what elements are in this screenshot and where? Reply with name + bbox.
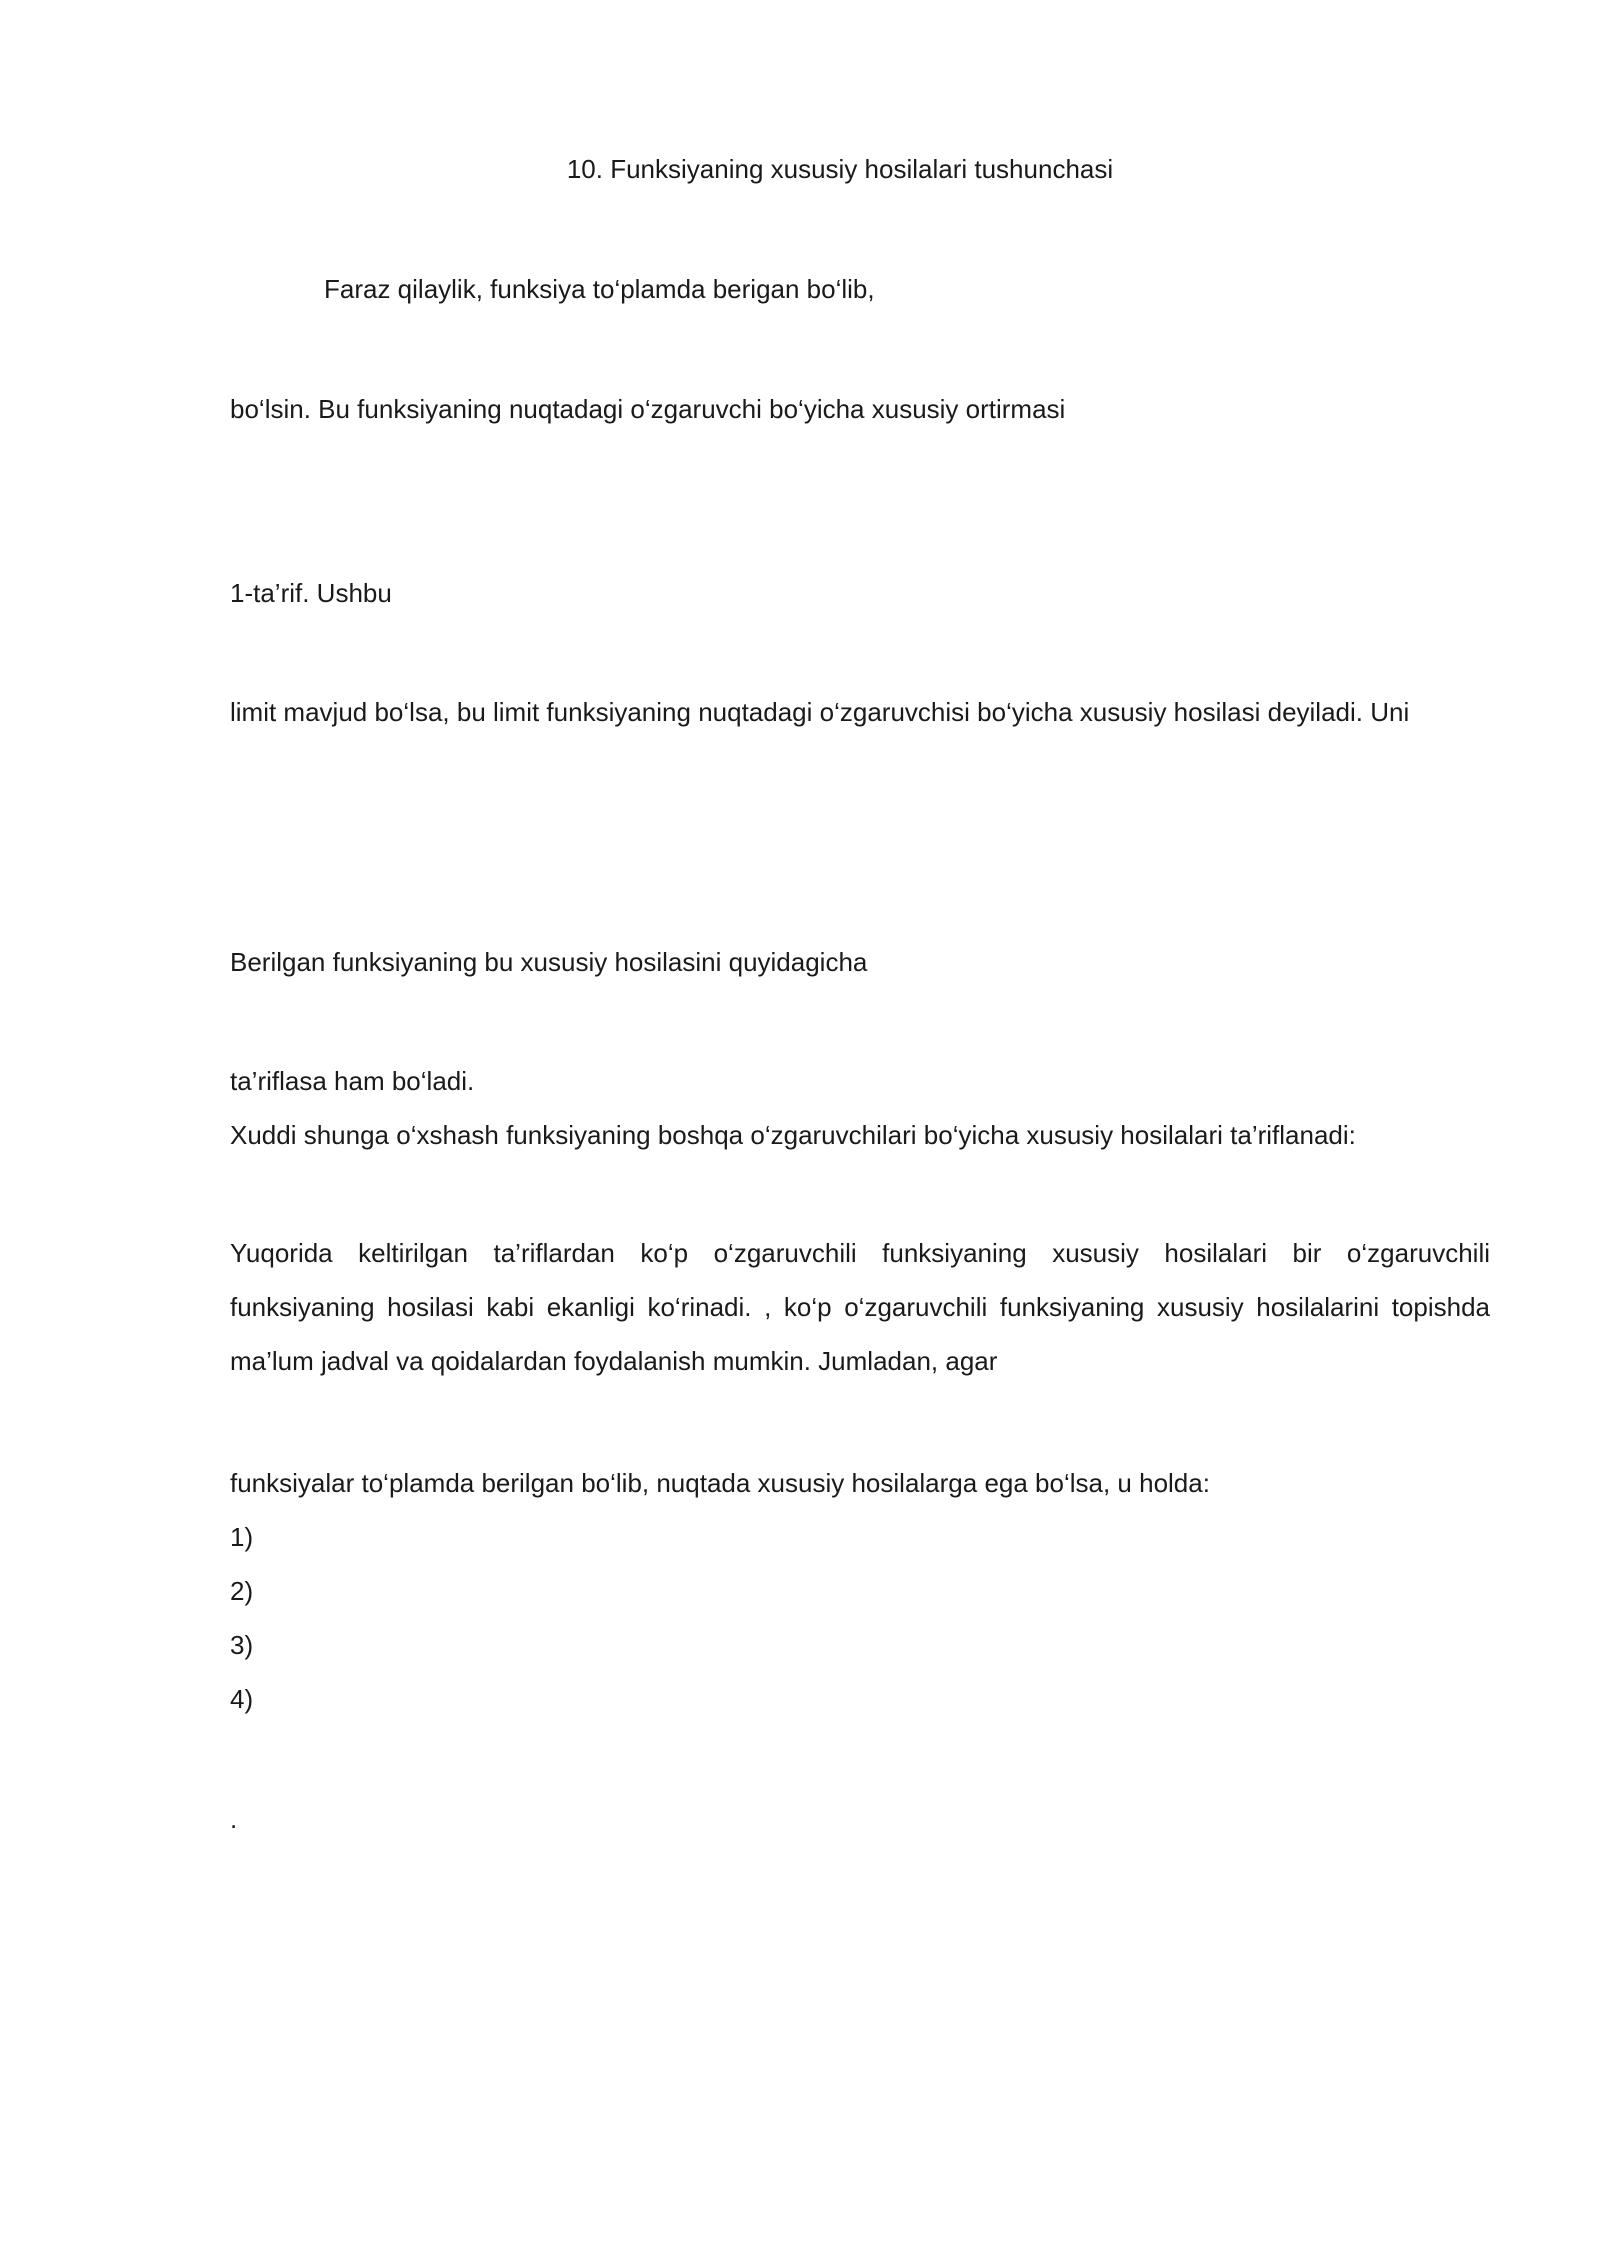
paragraph-limit-definition: limit mavjud bo‘lsa, bu limit funksiyaning nuqtadagi o‘zgaruvchisi bo‘yicha xususiy hosilasi deyiladi. Uni xyxy=(230,697,1410,727)
conclusion-line-1: Yuqorida keltirilgan ta’riflardan ko‘p o‘zgaruvchili funksiyaning xususiy hosilalari bir o‘zgaruvchili xyxy=(230,1238,1490,1268)
list-item-4: 4) xyxy=(230,1684,254,1714)
paragraph-other-variables: Xuddi shunga o‘xshash funksiyaning boshqa o‘zgaruvchilari bo‘yicha xususiy hosilalari ta’riflanadi: xyxy=(230,1120,1356,1150)
list-item-1: 1) xyxy=(230,1522,254,1552)
paragraph-functions-given: funksiyalar to‘plamda berilgan bo‘lib, nuqtada xususiy hosilalarga ega bo‘lsa, u holda: xyxy=(230,1468,1210,1498)
paragraph-intro: Faraz qilaylik, funksiya to‘plamda berigan bo‘lib, xyxy=(324,274,875,304)
paragraph-alternative-definition: Berilgan funksiyaning bu xususiy hosilasini quyidagicha xyxy=(230,947,868,977)
list-item-2: 2) xyxy=(230,1576,254,1606)
conclusion-line-2: funksiyaning hosilasi kabi ekanligi ko‘rinadi. , ko‘p o‘zgaruvchili funksiyaning xususiy hosilalarini topishda xyxy=(230,1292,1490,1322)
paragraph-partial-increment: bo‘lsin. Bu funksiyaning nuqtadagi o‘zgaruvchi bo‘yicha xususiy ortirmasi xyxy=(230,394,1066,424)
final-period: . xyxy=(230,1804,238,1834)
paragraph-can-define: ta’riflasa ham bo‘ladi. xyxy=(230,1066,475,1096)
definition-heading: 1-ta’rif. Ushbu xyxy=(230,578,392,608)
page-title: 10. Funksiyaning xususiy hosilalari tushunchasi xyxy=(566,154,1114,184)
list-item-3: 3) xyxy=(230,1630,254,1660)
conclusion-line-3: ma’lum jadval va qoidalardan foydalanish mumkin. Jumladan, agar xyxy=(230,1346,998,1376)
paragraph-conclusion xyxy=(230,1226,1490,1388)
